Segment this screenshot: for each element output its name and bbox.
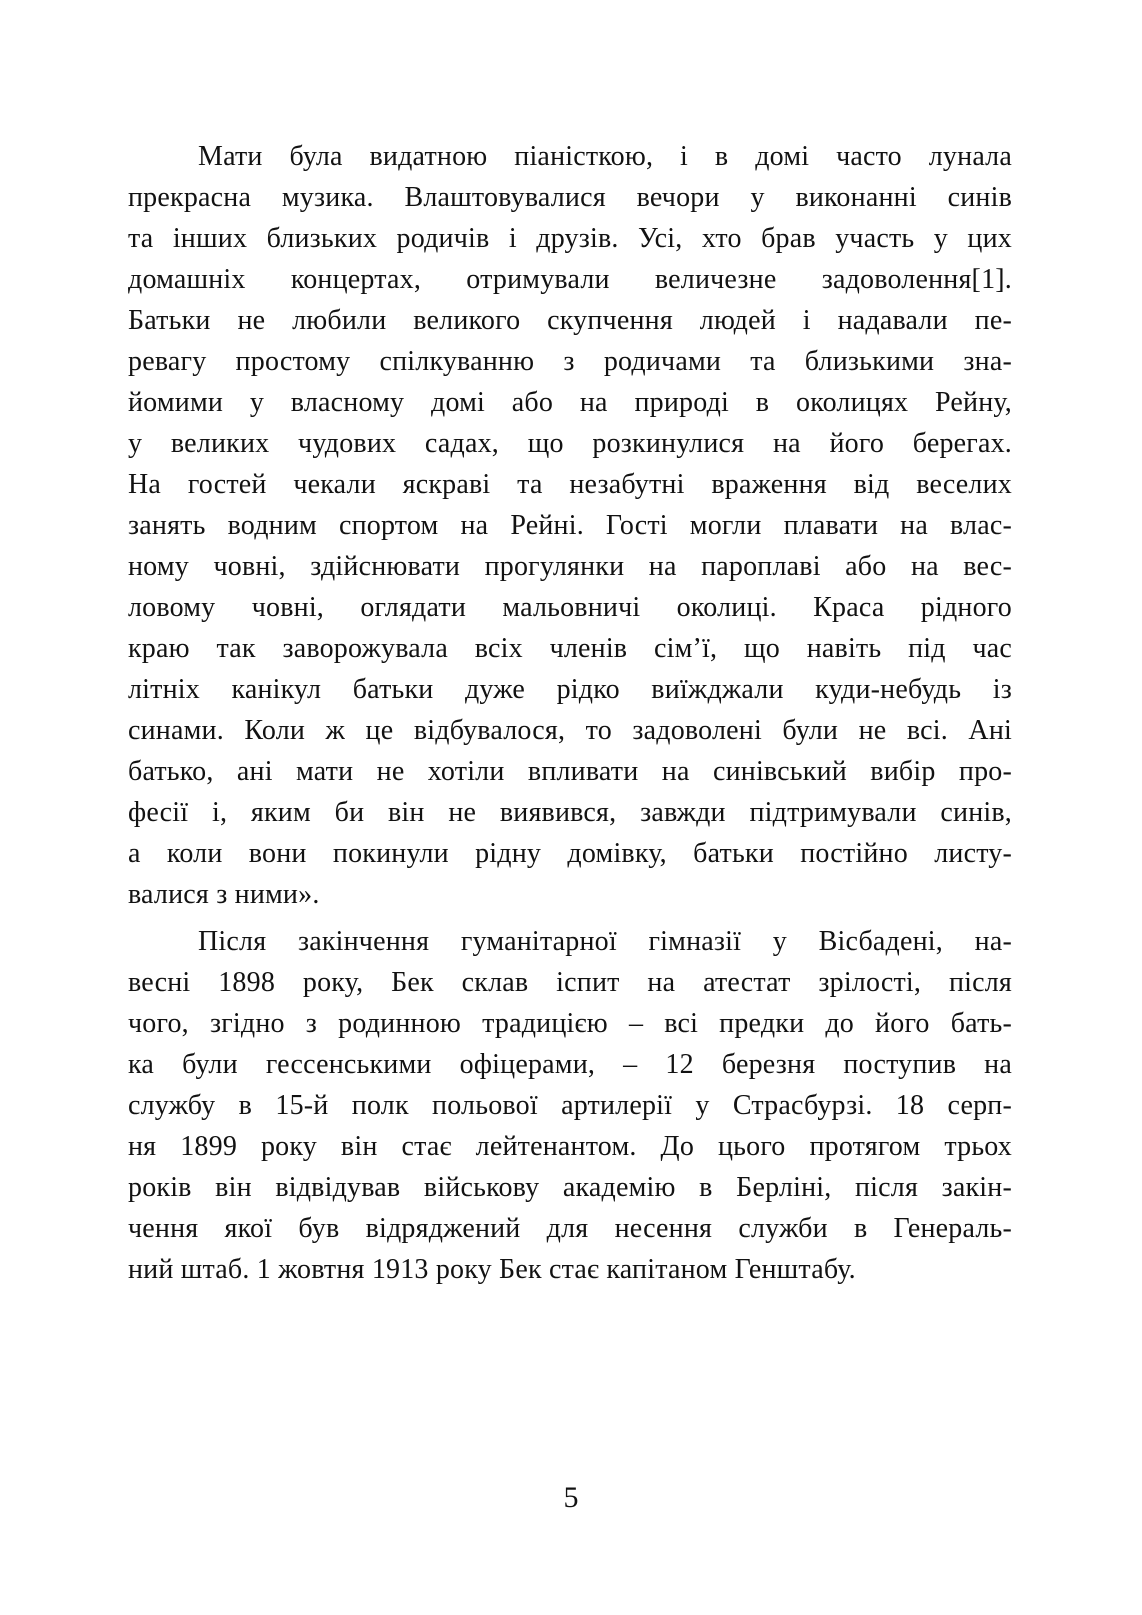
paragraph-2 <box>128 921 1012 1290</box>
text-line: у великих чудових садах, що розкинулися на його берегах. <box>128 428 1012 459</box>
text-line: фесії і, яким би він не виявився, завжди підтримували синів, <box>128 797 1012 828</box>
text-line: років він відвідував військову академію в Берліні, після закін- <box>128 1172 1012 1203</box>
text-line: краю так заворожувала всіх членів сім’ї, що навіть під час <box>128 633 1012 664</box>
text-line: чого, згідно з родинною традицією – всі предки до його бать- <box>128 1008 1012 1039</box>
text-line: йомими у власному домі або на природі в околицях Рейну, <box>128 387 1012 418</box>
text-line: Мати була видатною піаністкою, і в домі часто лунала <box>198 141 1012 172</box>
page-number: 5 <box>563 1481 579 1514</box>
text-line: службу в 15-й полк польової артилерії у Страсбурзі. 18 серп- <box>128 1090 1012 1121</box>
text-line: та інших близьких родичів і друзів. Усі, хто брав участь у цих <box>128 223 1012 254</box>
text-line: літніх канікул батьки дуже рідко виїжджали куди-небудь із <box>128 674 1012 705</box>
text-line: валися з ними». <box>128 879 320 910</box>
text-line: ний штаб. 1 жовтня 1913 року Бек стає капітаном Генштабу. <box>128 1254 856 1285</box>
text-line: прекрасна музика. Влаштовувалися вечори у виконанні синів <box>128 182 1012 213</box>
text-line: ному човні, здійснювати прогулянки на пароплаві або на вес- <box>128 551 1012 582</box>
text-line: Батьки не любили великого скупчення людей і надавали пе- <box>128 305 1012 336</box>
page-text <box>128 136 1012 1290</box>
text-line: ревагу простому спілкуванню з родичами та близькими зна- <box>128 346 1012 377</box>
text-line: батько, ані мати не хотіли впливати на синівський вибір про- <box>128 756 1012 787</box>
text-line: домашніх концертах, отримували величезне задоволення[1]. <box>128 264 1012 295</box>
text-line: ловому човні, оглядати мальовничі околиці. Краса рідного <box>128 592 1012 623</box>
text-line: занять водним спортом на Рейні. Гості могли плавати на влас- <box>128 510 1012 541</box>
text-line: ня 1899 року він стає лейтенантом. До цього протягом трьох <box>128 1131 1012 1162</box>
text-line: синами. Коли ж це відбувалося, то задоволені були не всі. Ані <box>128 715 1012 746</box>
text-line: весні 1898 року, Бек склав іспит на атестат зрілості, після <box>128 967 1012 998</box>
text-line: а коли вони покинули рідну домівку, батьки постійно листу- <box>128 838 1012 869</box>
text-line: Після закінчення гуманітарної гімназії у Вісбадені, на- <box>198 926 1012 957</box>
text-line: чення якої був відряджений для несення служби в Генераль- <box>128 1213 1012 1244</box>
text-line: ка були гессенськими офіцерами, – 12 березня поступив на <box>128 1049 1012 1080</box>
paragraph-1 <box>128 136 1012 915</box>
text-line: На гостей чекали яскраві та незабутні враження від веселих <box>128 469 1012 500</box>
